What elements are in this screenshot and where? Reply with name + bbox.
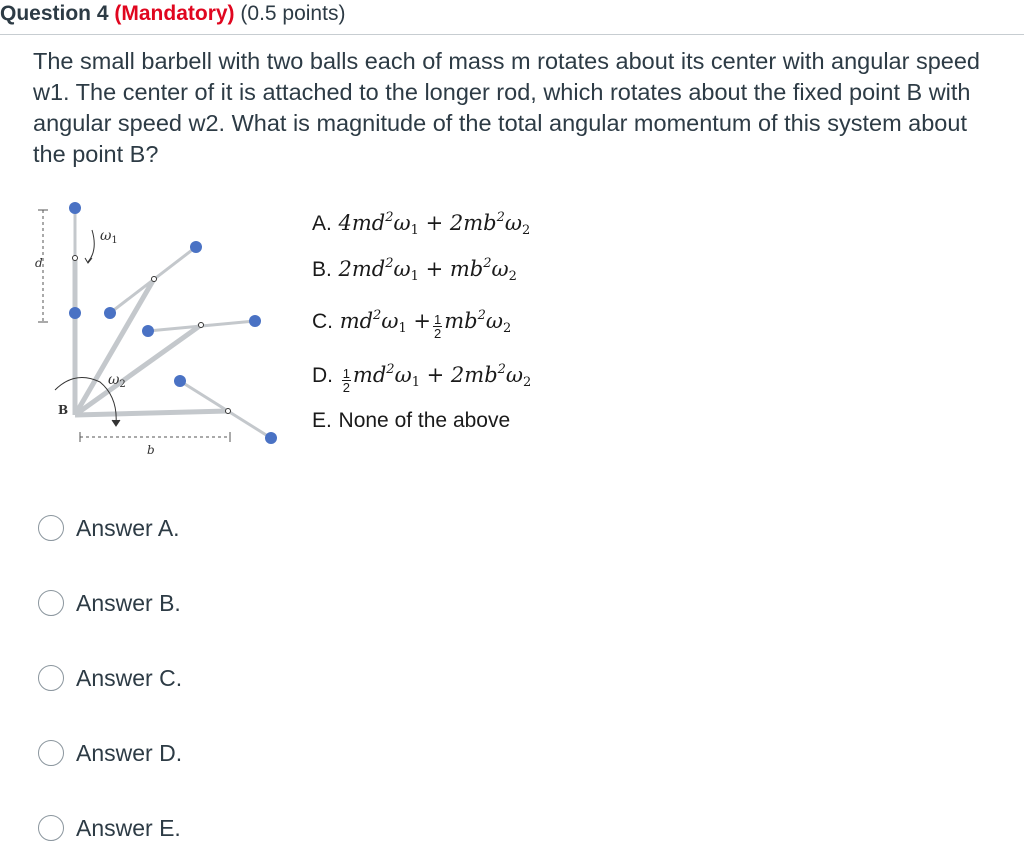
long-rod-diag1: [75, 279, 154, 415]
choice-b: B. $2md^2\omega_1 + mb^2\omega_2$: [312, 256, 517, 284]
radio-button[interactable]: [38, 740, 64, 766]
omega2-label: ω: [108, 372, 120, 388]
choice-b-expression: $2md^2\omega_1 + mb^2\omega_2$: [338, 256, 517, 284]
omega1-label: ω: [100, 228, 112, 244]
choice-e-text: None of the above: [338, 409, 511, 432]
answer-option-a[interactable]: [38, 508, 278, 548]
omega2-subscript: 2: [119, 379, 126, 390]
ball-icon: [265, 432, 277, 444]
answer-label: Answer A.: [76, 514, 180, 541]
choice-a-expression: $4md^2\omega_1 + 2mb^2\omega_2$: [338, 210, 531, 238]
svg-text:ω1: [100, 228, 118, 246]
barbell-diagram: [30, 192, 292, 462]
radio-button[interactable]: [38, 665, 64, 691]
choice-d: D. $\frac{1}{2}$ $md^2\omega_1 + 2mb^2\omega_2$: [312, 362, 532, 395]
pivot-icon: [73, 256, 78, 261]
question-title: Question 4: [0, 2, 109, 25]
pivot-icon: [226, 409, 231, 414]
B-label: B: [58, 403, 69, 417]
question-header: [0, 0, 1024, 32]
long-rod-diag2: [75, 325, 201, 415]
ball-icon: [142, 325, 154, 337]
choice-c-expression: $md^2\omega_1$ + $\frac{1}{2}$ $mb^2\omega_2$: [339, 308, 512, 341]
choice-c: C. $md^2\omega_1$ + $\frac{1}{2}$ $mb^2\omega_2$: [312, 308, 512, 341]
b-label: b: [147, 443, 155, 457]
answer-option-b[interactable]: [38, 583, 278, 623]
answer-option-d[interactable]: [38, 733, 278, 773]
choice-e: E. None of the above: [312, 409, 511, 432]
omega1-arc-icon: [88, 230, 94, 262]
omega1-subscript: 1: [111, 235, 118, 246]
pivot-icon: [152, 277, 157, 282]
svg-text:ω2: [108, 372, 126, 390]
answer-option-e[interactable]: [38, 808, 278, 848]
mandatory-tag: (Mandatory): [114, 2, 235, 25]
long-rod-horizontal: [75, 411, 228, 415]
d-label: d: [35, 256, 43, 270]
ball-icon: [174, 375, 186, 387]
radio-button[interactable]: [38, 515, 64, 541]
answer-label: Answer C.: [76, 664, 183, 691]
question-points: (0.5 points): [240, 2, 346, 25]
answer-label: Answer B.: [76, 589, 181, 616]
question-text: The small barbell with two balls each of mass m rotates about its center with angular speed w1. The center of it is attached to the longer rod, which rotates about the fixed point B with angular speed w2. What is magnitude of the total angular momentum of this system about the point B?: [33, 48, 980, 167]
choice-a: A. $4md^2\omega_1 + 2mb^2\omega_2$: [312, 210, 531, 238]
answer-label: Answer E.: [76, 814, 181, 841]
radio-button[interactable]: [38, 590, 64, 616]
answer-option-c[interactable]: [38, 658, 278, 698]
answer-label: Answer D.: [76, 739, 183, 766]
ball-icon: [190, 241, 202, 253]
ball-icon: [104, 307, 116, 319]
pivot-icon: [199, 323, 204, 328]
choice-d-expression: $\frac{1}{2}$ $md^2\omega_1 + 2mb^2\omega_2$: [342, 362, 532, 395]
radio-button[interactable]: [38, 815, 64, 841]
ball-icon: [69, 202, 81, 214]
header-divider: [0, 34, 1024, 35]
ball-icon: [69, 307, 81, 319]
ball-icon: [249, 315, 261, 327]
